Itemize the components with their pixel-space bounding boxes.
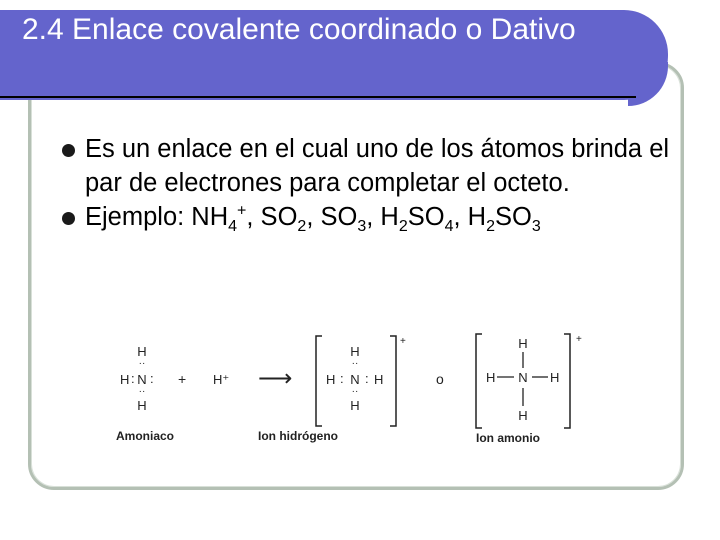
formula-part: , SO — [246, 203, 298, 231]
formula-part: 3 — [531, 218, 541, 236]
formula-part: , SO — [306, 203, 358, 231]
ammonia-colon-left: : — [131, 371, 135, 386]
ammonia-dots-bottom: ·· — [138, 386, 146, 397]
ammonium-colon-right: : — [365, 371, 369, 386]
formula-part: 4 — [444, 218, 454, 236]
ammonia-h-top: H — [137, 344, 147, 359]
or-text: o — [436, 371, 444, 387]
hydrogen-ion-label: Ion hidrógeno — [258, 429, 338, 443]
ammonium-line-charge: + — [576, 334, 582, 345]
bullet-definition — [60, 132, 700, 200]
plus-sign: + — [178, 371, 187, 387]
ammonium-h-left: H — [326, 372, 336, 387]
bullet-example-prefix: Ejemplo: — [85, 203, 192, 231]
ammonia-n: N — [137, 372, 147, 387]
ammonium-dots-bottom: ·· — [351, 386, 359, 397]
formula-part: SO — [494, 203, 532, 231]
reaction-arrow: ⟶ — [258, 365, 293, 392]
ammonia-h-bottom: H — [137, 398, 147, 413]
bullet-dot-icon — [62, 212, 75, 225]
formula-part: 2 — [486, 218, 495, 236]
ammonium-h-right: H — [374, 372, 384, 387]
bullet-dot-icon — [62, 144, 75, 157]
ammonium2-h-right: H — [550, 370, 560, 385]
ammonia-h-left: H — [120, 372, 130, 387]
formula-part: , H — [366, 203, 399, 231]
bullet-example — [60, 200, 700, 234]
ammonium-dot-charge: + — [400, 336, 406, 347]
formula-part: + — [237, 202, 247, 220]
ammonium2-h-bottom: H — [518, 408, 528, 423]
formula-part: , H — [453, 203, 487, 231]
ammonium-line-structure — [486, 336, 559, 423]
slide-title: 2.4 Enlace covalente coordinado o Dativo — [22, 13, 576, 46]
ammonia-structure — [120, 344, 154, 413]
ammonia-dots-top: ·· — [138, 358, 146, 369]
bullet-list — [60, 132, 700, 234]
ammonium-h-top: H — [350, 344, 360, 359]
ammonium-label: Ion amonio — [476, 431, 540, 445]
formula-part: 3 — [357, 218, 367, 236]
formula-part: 4 — [228, 218, 238, 236]
formula-part: NH — [191, 203, 229, 231]
ammonium-h-bottom: H — [350, 398, 360, 413]
ammonium2-n: N — [518, 370, 528, 385]
ammonia-label: Amoniaco — [116, 429, 175, 443]
formula-part: 2 — [398, 218, 408, 236]
ammonium2-h-top: H — [518, 336, 528, 351]
reaction-diagram — [110, 330, 670, 450]
ammonium-dot-structure — [326, 344, 383, 413]
ammonium-n: N — [350, 372, 360, 387]
hydrogen-ion: H⁺ — [213, 372, 230, 387]
bullet-definition-text: Es un enlace en el cual uno de los átomos brinda el par de electrones para completar el octeto. — [85, 135, 670, 197]
formula-part: 2 — [297, 218, 307, 236]
ammonium2-h-left: H — [486, 370, 496, 385]
title-underline — [0, 96, 636, 98]
ammonium-colon-left: : — [340, 371, 344, 386]
ammonia-colon-right: : — [150, 371, 154, 386]
example-formula — [191, 202, 541, 236]
formula-part: SO — [407, 203, 445, 231]
ammonium-dots-top: ·· — [351, 358, 359, 369]
